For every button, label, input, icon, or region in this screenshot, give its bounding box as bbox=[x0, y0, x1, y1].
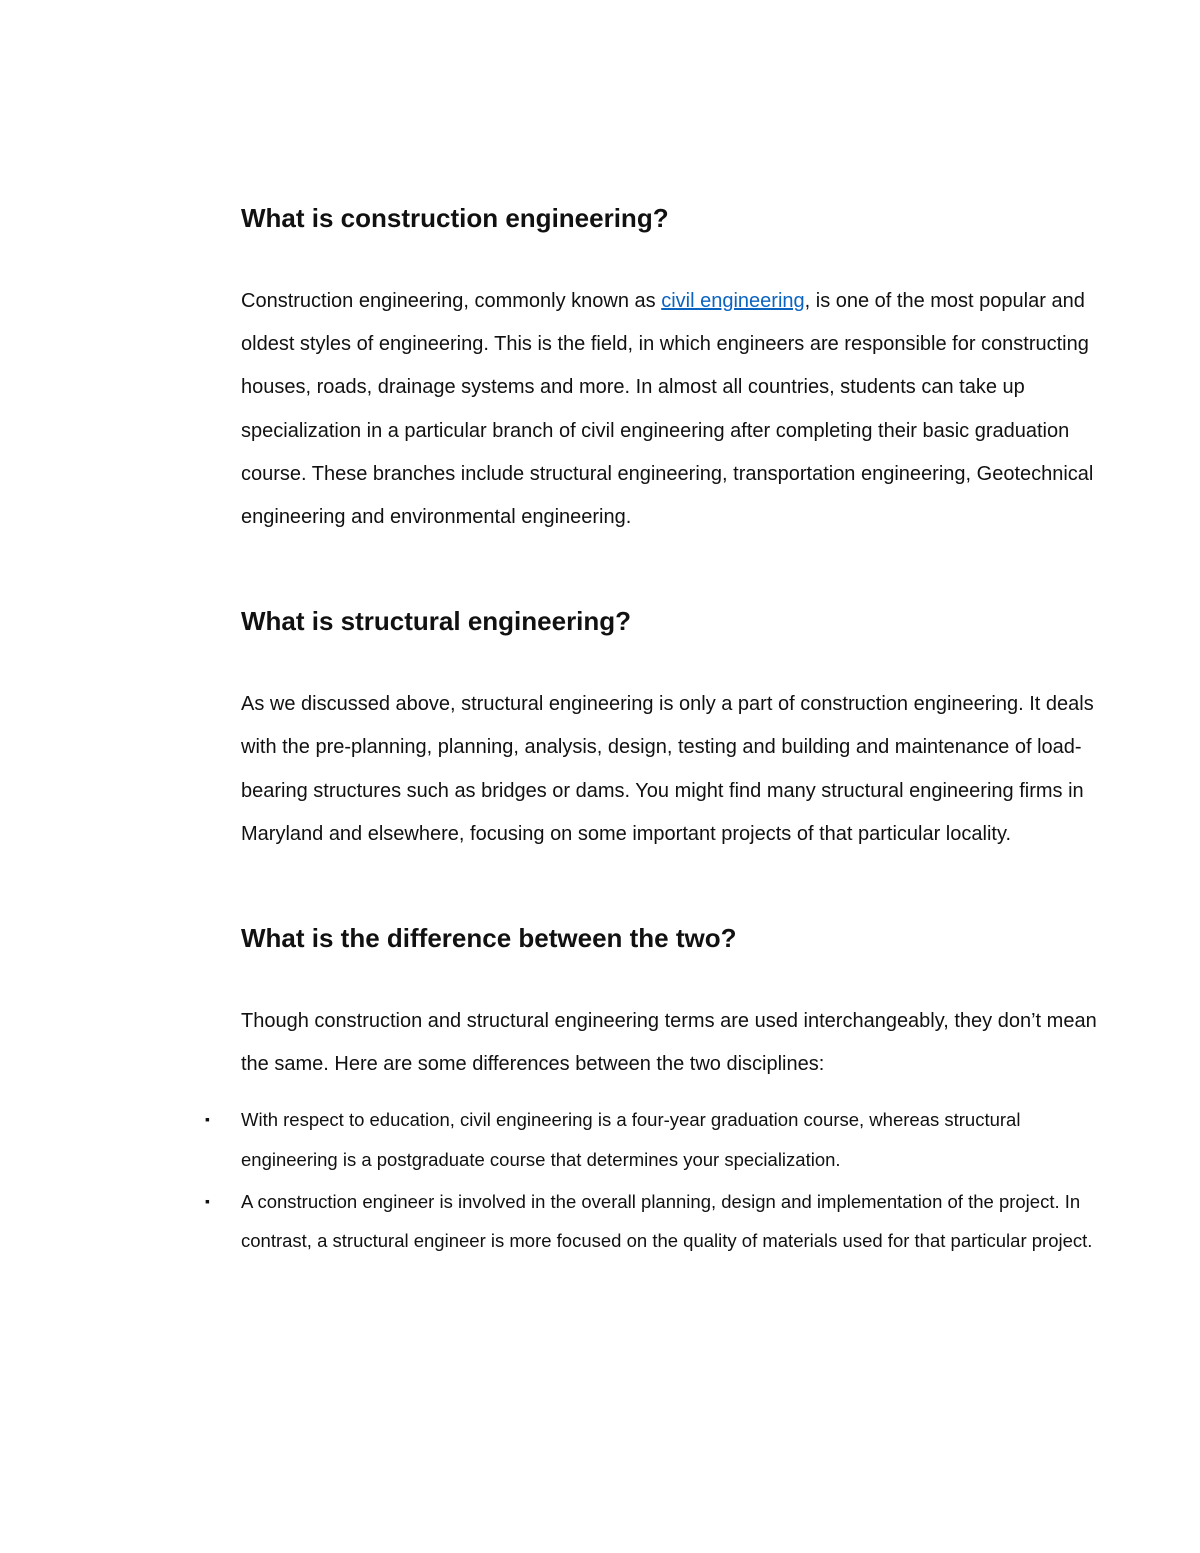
paragraph-text-before-link: Construction engineering, commonly known as bbox=[241, 290, 662, 312]
civil-engineering-link[interactable]: civil engineering bbox=[661, 290, 805, 312]
paragraph-text-after-link: , is one of the most popular and oldest styles of engineering. This is the field, in which engineers are responsible for constructing houses, roads, drainage systems and more. In almost all countries, students can take up specialization in a particular branch of civil engineering after completing their basic graduation course. These branches include structural engineering, transportation engineering, Geotechnical engineering and environmental engineering. bbox=[241, 290, 1094, 529]
paragraph-structural-engineering: As we discussed above, structural engineering is only a part of construction engineering. It deals with the pre-planning, planning, analysis, design, testing and building and maintenance of load-bearing structures such as bridges or dams. You might find many structural engineering firms in Maryland and elsewhere, focusing on some important projects of that particular locality. bbox=[241, 693, 1094, 845]
list-item-text: A construction engineer is involved in the overall planning, design and implementation of the project. In contrast, a structural engineer is more focused on the quality of materials used for that particular project. bbox=[241, 1190, 1093, 1252]
list-item bbox=[205, 1182, 1101, 1261]
section-structural-engineering bbox=[241, 601, 1101, 856]
bullet-icon: ▪ bbox=[205, 1192, 210, 1209]
differences-list bbox=[205, 1100, 1101, 1260]
bullet-icon: ▪ bbox=[205, 1111, 210, 1128]
heading-construction-engineering: What is construction engineering? bbox=[241, 203, 669, 233]
document-content bbox=[205, 198, 1101, 1252]
section-difference bbox=[205, 918, 1101, 1252]
heading-difference: What is the difference between the two? bbox=[241, 923, 737, 954]
paragraph-construction-engineering bbox=[241, 280, 1101, 539]
section-construction-engineering bbox=[241, 198, 1101, 539]
paragraph-difference: Though construction and structural engineering terms are used interchangeably, they don’t mean the same. Here are some differences between the two disciplines: bbox=[241, 1010, 1097, 1076]
list-item-text: With respect to education, civil engineering is a four-year graduation course, whereas structural engineering is a postgraduate course that determines your specialization. bbox=[241, 1109, 1021, 1171]
heading-structural-engineering: What is structural engineering? bbox=[241, 606, 632, 637]
list-item bbox=[205, 1100, 1101, 1179]
